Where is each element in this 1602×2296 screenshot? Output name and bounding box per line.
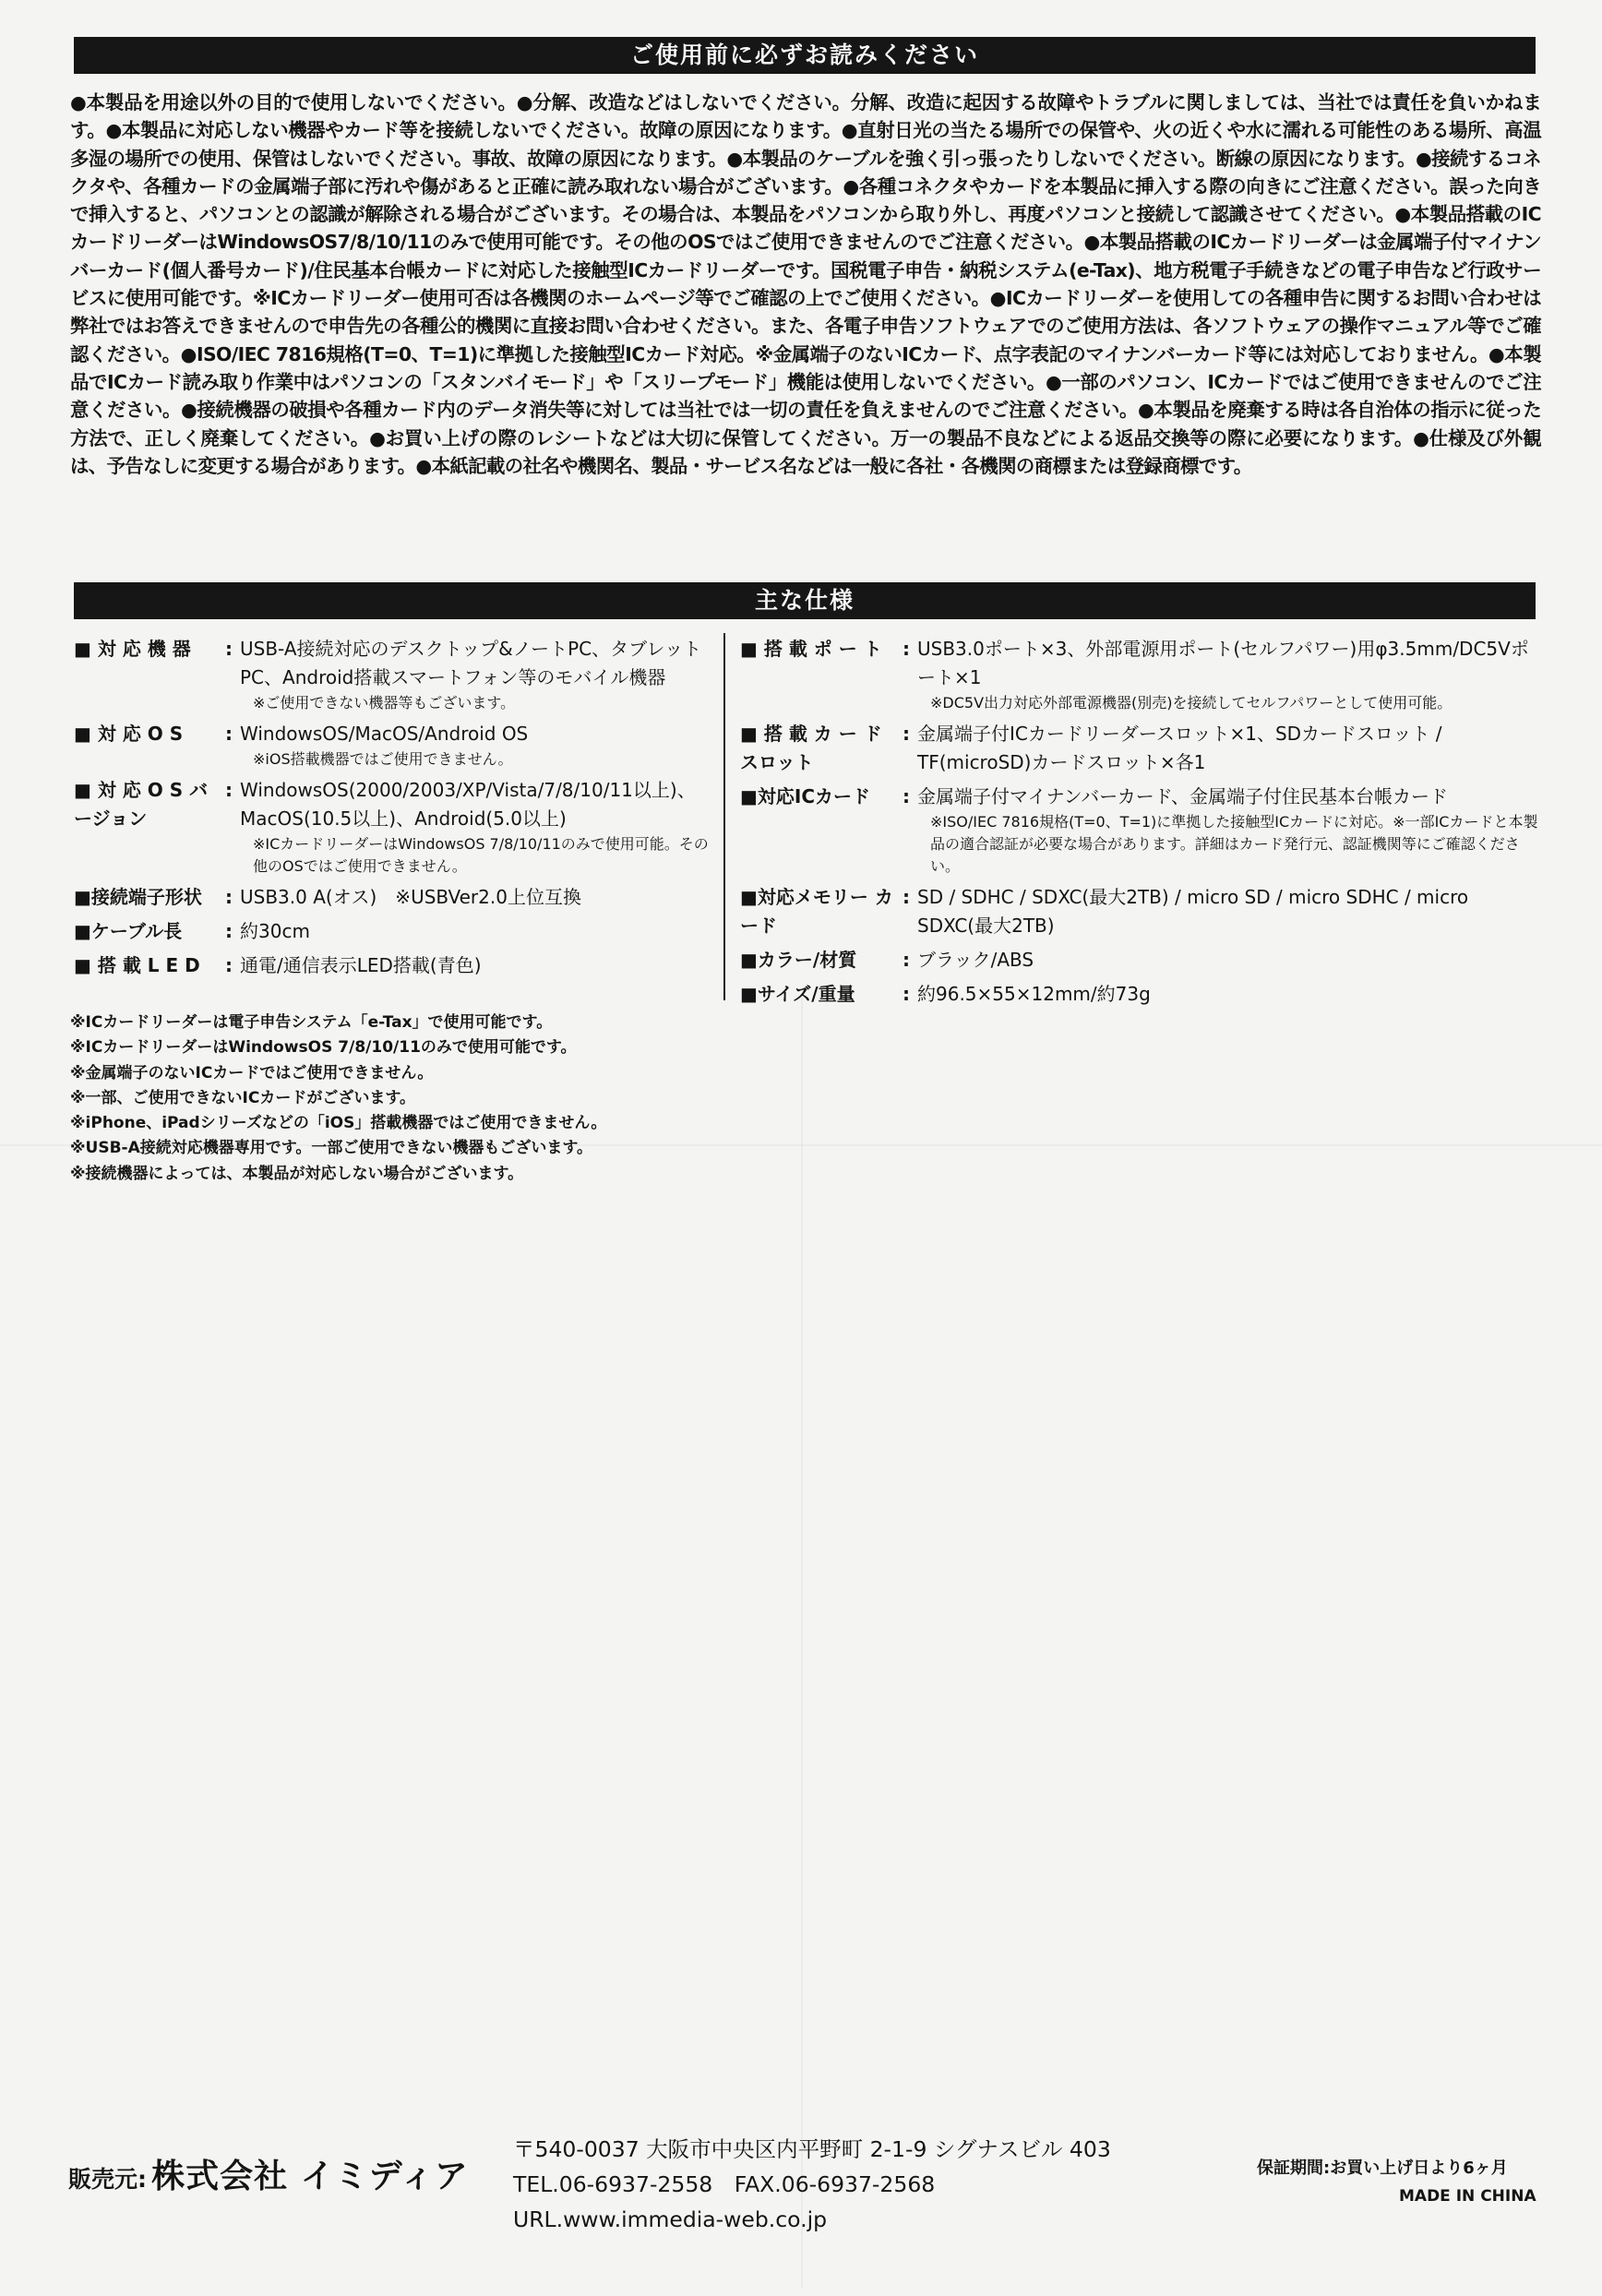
footnote: ※金属端子のないICカードではご使用できません。	[70, 1063, 434, 1082]
footnote: ※iPhone、iPadシリーズなどの「iOS」搭載機器ではご使用できません。	[70, 1114, 607, 1133]
spec-label: ■ 搭 載 L E D	[74, 954, 200, 976]
paper-fold-vertical	[801, 997, 803, 2289]
spec-row-ports	[740, 635, 1543, 714]
seller-label: 販売元:	[68, 2166, 147, 2193]
spec-row-compatible-devices	[74, 635, 720, 714]
spec-label: ■サイズ/重量	[740, 983, 855, 1005]
spec-row-compatible-os	[74, 720, 720, 771]
spec-note: ※ご使用できない機器等もございます。	[253, 694, 516, 712]
spec-value: 通電/通信表示LED搭載(青色)	[240, 954, 482, 976]
spec-value-block	[917, 946, 1034, 975]
notice-paragraph: ●本製品を用途以外の目的で使用しないでください。●分解、改造などはしないでください。分解、改造に起因する故障やトラブルに関しましては、当社では責任を負いかねます。●本製品に対応しない機器やカード等を接続しないでください。故障の原因になります。●直射日光の当たる場所での保管や、火の近くや水に濡れる可能性のある場所、高温多湿の場所での使用、保管はしないでください。事故、故障の原因になります。●本製品のケーブルを強く引っ張ったりしないでください。断線の原因になります。●接続するコネクタや、各種カードの金属端子部に汚れや傷があると正確に読み取れない場合がございます。●各種コネクタやカードを本製品に挿入する際の向きにご注意ください。誤った向きで挿入すると、パソコンとの認識が解除される場合がございます。その場合は、本製品をパソコンから取り外し、再度パソコンと接続して認識させてください。●本製品搭載のICカードリーダーはWindowsOS7/8/10/11のみで使用可能です。その他のOSではご使用できませんのでご注意ください。●本製品搭載のICカードリーダーは金属端子付マイナンバーカード(個人番号カード)/住民基本台帳カードに対応した接触型ICカードリーダーです。国税電子申告・納税システム(e-Tax)、地方税電子手続きなどの電子申告など行政サービスに使用可能です。※ICカードリーダー使用可否は各機関のホームページ等でご確認の上でご使用ください。●ICカードリーダーを使用しての各種申告に関するお問い合わせは弊社ではお答えできませんので申告先の各種公的機関に直接お問い合わせください。また、各電子申告ソフトウェアでのご使用方法は、各ソフトウェアの操作マニュアル等でご確認ください。●ISO/IEC 7816規格(T=0、T=1)に準拠した接触型ICカード対応。※金属端子のないICカード、点字表記のマイナンバーカード等には対応しておりません。●本製品でICカード読み取り作業中はパソコンの「スタンバイモード」や「スリープモード」機能は使用しないでください。●一部のパソコン、ICカードではご使用できませんのでご注意ください。●接続機器の破損や各種カード内のデータ消失等に対しては当社では一切の責任を負えませんのでご注意ください。●本製品を廃棄する時は各自治体の指示に従った方法で、正しく廃棄してください。●お買い上げの際のレシートなどは大切に保管してください。万一の製品不良などによる返品交換等の際に必要になります。●仕様及び外観は、予告なしに変更する場合があります。●本紙記載の社名や機関名、製品・サービス名などは一般に各社・各機関の商標または登録商標です。	[70, 91, 1542, 477]
spec-value: WindowsOS(2000/2003/XP/Vista/7/8/10/11以上)、MacOS(10.5以上)、Android(5.0以上)	[240, 779, 696, 830]
website-url: URL.www.immedia-web.co.jp	[513, 2206, 828, 2232]
spec-value: ブラック/ABS	[917, 949, 1034, 971]
spec-value-block	[240, 917, 310, 946]
spec-label: ■ 対 応 機 器	[74, 638, 191, 660]
contact-block	[513, 2132, 1111, 2237]
spec-separator: :	[903, 638, 910, 660]
spec-value: USB-A接続対応のデスクトップ&ノートPC、タブレットPC、Android搭載スマートフォン等のモバイル機器	[240, 638, 702, 688]
spec-note: ※DC5V出力対応外部電源機器(別売)を接続してセルフパワーとして使用可能。	[930, 694, 1453, 712]
spec-note: ※ICカードリーダーはWindowsOS 7/8/10/11のみで使用可能。その他のOSではご使用できません。	[253, 835, 709, 875]
spec-separator: :	[225, 954, 233, 976]
spec-separator: :	[903, 983, 910, 1005]
spec-label: ■ 搭 載 ポ ー ト	[740, 638, 882, 660]
spec-value: USB3.0 A(オス) ※USBVer2.0上位互換	[240, 886, 581, 908]
spec-value-block	[917, 635, 1543, 714]
spec-row-memory-card	[740, 883, 1543, 940]
spec-label: ■カラー/材質	[740, 949, 857, 971]
footnote: ※USB-A接続対応機器専用です。一部ご使用できない機器もございます。	[70, 1139, 593, 1158]
spec-column-divider	[723, 633, 725, 1000]
spec-value-block	[240, 635, 720, 714]
spec-value-block	[240, 776, 720, 878]
company-name: 株式会社 イミディア	[151, 2158, 469, 2195]
footnote-list	[70, 1010, 901, 1187]
notice-section-header: ご使用前に必ずお読みください	[74, 37, 1536, 74]
spec-row-os-version	[74, 776, 720, 878]
spec-value: 約96.5×55×12mm/約73g	[917, 983, 1151, 1005]
spec-value-block	[917, 783, 1543, 878]
footnote: ※接続機器によっては、本製品が対応しない場合がございます。	[70, 1164, 524, 1183]
spec-value: WindowsOS/MacOS/Android OS	[240, 723, 529, 745]
footnote: ※ICカードリーダーは電子申告システム「e-Tax」で使用可能です。	[70, 1013, 553, 1032]
country-of-origin: MADE IN CHINA	[1399, 2187, 1536, 2206]
warranty-block	[1257, 2155, 1536, 2210]
spec-value-block	[240, 720, 528, 771]
spec-separator: :	[225, 886, 233, 908]
spec-section-header: 主な仕様	[74, 582, 1536, 619]
spec-value-block	[917, 883, 1543, 940]
spec-value: 金属端子付ICカードリーダースロット×1、SDカードスロット / TF(microSD)カードスロット×各1	[917, 723, 1442, 773]
spec-value-block	[917, 980, 1151, 1009]
spec-row-ic-card	[740, 783, 1543, 878]
spec-row-cable-length	[74, 917, 720, 946]
spec-separator: :	[903, 886, 910, 908]
spec-separator: :	[903, 723, 910, 745]
spec-value: SD / SDHC / SDXC(最大2TB) / micro SD / micro SDHC / micro SDXC(最大2TB)	[917, 886, 1469, 937]
spec-note: ※iOS搭載機器ではご使用できません。	[253, 750, 513, 768]
spec-value: USB3.0ポート×3、外部電源用ポート(セルフパワー)用φ3.5mm/DC5Vポート×1	[917, 638, 1529, 688]
spec-label: ■ 対 応 O S バージョン	[74, 779, 209, 830]
spec-row-size-weight	[740, 980, 1543, 1009]
spec-label: ■対応ICカード	[740, 785, 871, 807]
footnote: ※一部、ご使用できないICカードがございます。	[70, 1088, 415, 1107]
spec-separator: :	[903, 785, 910, 807]
spec-label: ■ケーブル長	[74, 920, 183, 942]
spec-separator: :	[225, 779, 233, 801]
spec-row-card-slots	[740, 720, 1543, 777]
spec-value-block	[240, 951, 482, 980]
spec-value: 約30cm	[240, 920, 310, 942]
spec-list-right	[740, 635, 1543, 1014]
spec-value: 金属端子付マイナンバーカード、金属端子付住民基本台帳カード	[917, 785, 1448, 807]
spec-separator: :	[225, 723, 233, 745]
spec-separator: :	[903, 949, 910, 971]
spec-row-connector	[74, 883, 720, 912]
spec-note: ※ISO/IEC 7816規格(T=0、T=1)に準拠した接触型ICカードに対応。※一部ICカードと本製品の適合認証が必要な場合があります。詳細はカード発行元、認証機関等にご確認ください。	[930, 813, 1538, 875]
spec-list-left	[74, 635, 720, 986]
postal-address: 〒540-0037 大阪市中央区内平野町 2-1-9 シグナスビル 403	[513, 2136, 1111, 2162]
tel-fax: TEL.06-6937-2558 FAX.06-6937-2568	[513, 2171, 936, 2197]
spec-value-block	[917, 720, 1543, 777]
spec-label: ■接続端子形状	[74, 886, 202, 908]
warranty-period: 保証期間:お買い上げ日より6ヶ月	[1257, 2158, 1508, 2178]
spec-separator: :	[225, 638, 233, 660]
spec-label: ■ 対 応 O S	[74, 723, 184, 745]
seller-block	[68, 2150, 469, 2197]
spec-separator: :	[225, 920, 233, 942]
spec-value-block	[240, 883, 581, 912]
spec-row-color-material	[740, 946, 1543, 975]
spec-label: ■ 搭 載 カ ー ド スロット	[740, 723, 882, 773]
spec-label: ■対応メモリー カード	[740, 886, 893, 937]
footnote: ※ICカードリーダーはWindowsOS 7/8/10/11のみで使用可能です。	[70, 1038, 577, 1058]
spec-row-led	[74, 951, 720, 980]
